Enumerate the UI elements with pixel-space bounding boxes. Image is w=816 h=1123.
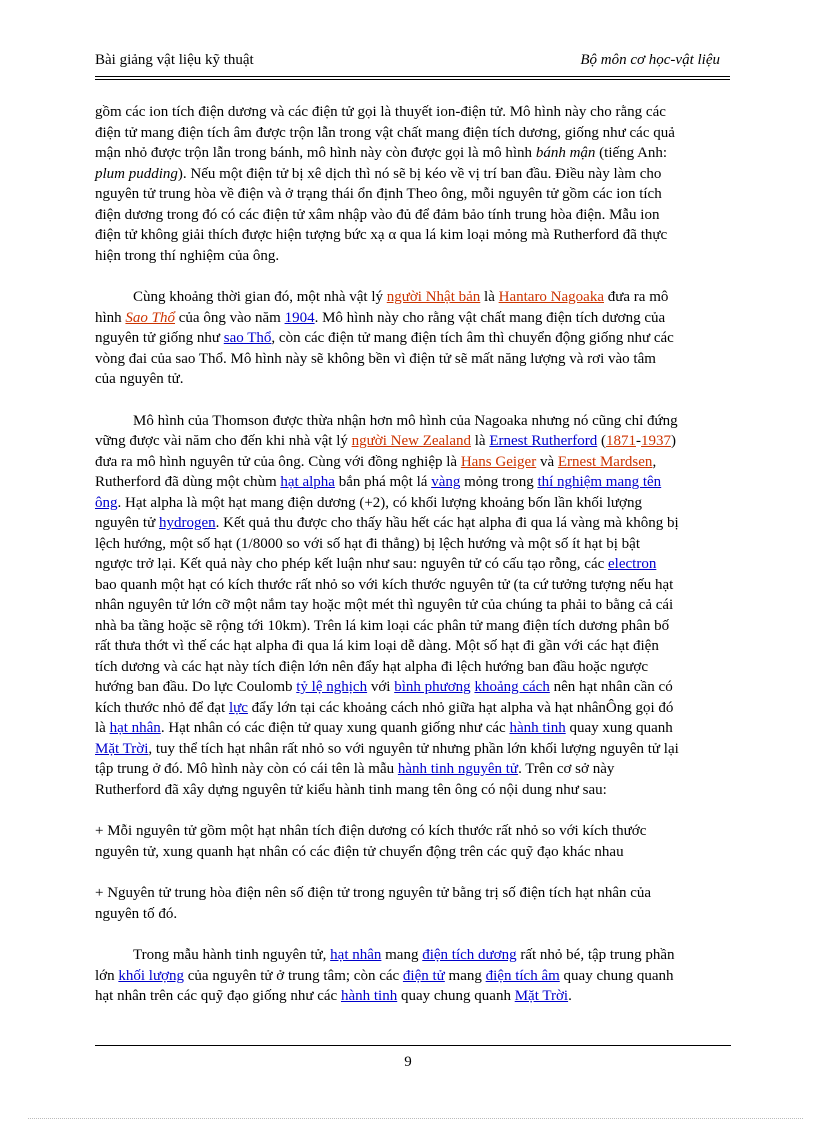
footer-rule bbox=[95, 1045, 731, 1046]
link-hantaro-nagaoka[interactable]: Hantaro Nagoaka bbox=[498, 289, 604, 305]
link-hanh-tinh-2[interactable]: hành tinh bbox=[340, 988, 398, 1004]
link-khoang-cach[interactable]: khoảng cách bbox=[474, 679, 550, 695]
link-thi-nghiem[interactable]: thí nghiệm mang tên bbox=[537, 474, 662, 490]
link-ernest-mardsen[interactable]: Ernest Mardsen bbox=[557, 453, 653, 470]
paragraph-planetary-model: Trong mẫu hành tinh nguyên tử, hạt nhân mang điện tích dương rất nhỏ bé, tập trung phần lớn khối lượng của nguyên tử ở trung tâm; còn các điện tử mang điện tích âm quay chung quanh hạt nhân trên các quỹ đạo giống như các hành tinh quay chung quanh Mặt Trời. bbox=[95, 947, 675, 1004]
paragraph-nagaoka-model: Cùng khoảng thời gian đó, một nhà vật lý người Nhật bản là Hantaro Nagoaka đưa ra mô hình Sao Thổ của ông vào năm 1904. Mô hình này cho rằng vật chất mang điện tích dương của nguyên tử giống như sao Thổ, còn các điện tử mang điện tích âm thì chuyển động giống như các vòng đai của sao Thổ. Mô hình này sẽ không bền vì điện tử sẽ mất năng lượng và rơi vào tâm của nguyên tử. bbox=[95, 289, 674, 387]
link-1937[interactable]: 1937 bbox=[640, 433, 671, 449]
header-department: Bộ môn cơ học-vật liệu bbox=[580, 52, 720, 68]
link-khoi-luong[interactable]: khối lượng bbox=[118, 967, 185, 984]
link-hat-alpha[interactable]: hạt alpha bbox=[280, 474, 335, 490]
link-1904[interactable]: 1904 bbox=[284, 309, 315, 326]
document-body bbox=[95, 102, 720, 1007]
link-dien-tu[interactable]: điện tử bbox=[402, 967, 445, 984]
page-number: 9 bbox=[404, 1054, 412, 1070]
header-rule-double bbox=[95, 79, 730, 80]
page-break-marker bbox=[28, 1118, 803, 1119]
link-electron[interactable]: electron bbox=[608, 556, 657, 572]
link-vang[interactable]: vàng bbox=[431, 474, 461, 490]
link-nguoi-nhat-ban[interactable]: người Nhật bản bbox=[386, 289, 481, 305]
link-luc[interactable]: lực bbox=[228, 699, 248, 716]
header-course-title: Bài giảng vật liệu kỹ thuật bbox=[95, 52, 254, 68]
bullet-item-1: + Mỗi nguyên tử gồm một hạt nhân tích điện dương có kích thước rất nhỏ so với kích thước nguyên tử, xung quanh hạt nhân có các điện tử chuyển động trên các quỹ đạo khác nhau bbox=[95, 823, 647, 860]
link-hat-nhan-2[interactable]: hạt nhân bbox=[330, 947, 382, 963]
link-dien-tich-am[interactable]: điện tích âm bbox=[485, 967, 560, 984]
link-hanh-tinh-nguyen-tu[interactable]: hành tinh nguyên tử bbox=[397, 761, 519, 777]
link-binh-phuong[interactable]: bình phương bbox=[394, 679, 471, 695]
link-ty-le-nghich[interactable]: tỷ lệ nghịch bbox=[296, 679, 368, 695]
link-mat-troi[interactable]: Mặt Trời bbox=[95, 740, 149, 757]
link-1871[interactable]: 1871 bbox=[605, 433, 636, 449]
page-header bbox=[95, 52, 720, 74]
link-sao-tho-model[interactable]: Sao Thổ bbox=[125, 309, 176, 326]
link-dien-tich-duong[interactable]: điện tích dương bbox=[422, 947, 517, 963]
link-ernest-rutherford[interactable]: Ernest Rutherford bbox=[489, 433, 598, 449]
link-thi-nghiem-ong[interactable]: ông bbox=[95, 494, 118, 511]
link-hans-geiger[interactable]: Hans Geiger bbox=[460, 453, 537, 470]
link-hydrogen[interactable]: hydrogen bbox=[158, 515, 216, 531]
link-mat-troi-2[interactable]: Mặt Trời bbox=[514, 988, 569, 1004]
header-rule bbox=[95, 76, 730, 77]
bullet-item-2: + Nguyên tử trung hòa điện nên số điện tử trong nguyên tử bằng trị số điện tích hạt nhân của nguyên tố đó. bbox=[95, 885, 652, 922]
link-hat-nhan[interactable]: hạt nhân bbox=[109, 720, 161, 736]
link-new-zealand[interactable]: người New Zealand bbox=[351, 433, 471, 449]
paragraph-thomson-model: gồm các ion tích điện dương và các điện tử gọi là thuyết ion-điện tử. Mô hình này cho rằng các điện tử mang điện tích âm được trộn lẫn trong vật chất mang điện tích dương, giống như các quả mận nhỏ được trộn lẫn trong bánh, mô hình này còn được gọi là mô hình bánh mận (tiếng Anh: plum pudding). Nếu một điện tử bị xê dịch thì nó sẽ bị kéo về vị trí ban đầu. Điều này làm cho nguyên tử trung hòa về điện và ở trạng thái ổn định Theo ông, mỗi nguyên tử gồm các ion tích điện dương trong đó có các điện tử xâm nhập vào đủ để đảm bảo tính trung hòa điện. Mẫu ion điện tử không giải thích được hiện tượng bức xạ α qua lá kim loại mỏng mà Rutherford đã thực hiện trong thí nghiệm của ông. bbox=[95, 104, 675, 264]
paragraph-rutherford-model: Mô hình của Thomson được thừa nhận hơn mô hình của Nagoaka nhưng nó cũng chỉ đứng vững được vài năm cho đến khi nhà vật lý người New Zealand là Ernest Rutherford (1871-1937) đưa ra mô hình nguyên tử của ông. Cùng với đồng nghiệp là Hans Geiger và Ernest Mardsen, Rutherford đã dùng một chùm hạt alpha bắn phá một lá vàng mỏng trong thí nghiệm mang tên ông. Hạt alpha là một hạt mang điện dương (+2), có khối lượng khoảng bốn lần khối lượng nguyên tử hydrogen. Kết quả thu được cho thấy hầu hết các hạt alpha đi qua lá vàng mà không bị lệch hướng, một số hạt (1/8000 so với số hạt đi thẳng) bị lệch hướng và một số ít hạt bị bật ngược trở lại. Kết quả này cho phép kết luận như sau: nguyên tử có cấu tạo rỗng, các electron bao quanh một hạt có kích thước rất nhỏ so với kích thước nguyên tử (ta cứ tưởng tượng nếu hạt nhân nguyên tử lớn cỡ một nắm tay hoặc một mét thì nguyên tử của chúng ta phải to bằng cả cái nhà ba tầng hoặc sẽ rộng tới 10km). Trên lá kim loại các phân tử mang điện tích dương phân bố rất thưa thớt vì thế các hạt alpha đi qua lá kim loại dễ dàng. Một số hạt đi gần với các hạt điện tích dương và các hạt này tích điện lớn nên đẩy hạt alpha đi lệch hướng ban đầu hoặc ngược hướng ban đầu. Do lực Coulomb tỷ lệ nghịch với bình phương khoảng cách nên hạt nhân cần có kích thước nhỏ để đạt lực đẩy lớn tại các khoảng cách nhỏ giữa hạt alpha và hạt nhânÔng gọi đó là hạt nhân. Hạt nhân có các điện tử quay xung quanh giống như các hành tinh quay xung quanh Mặt Trời, tuy thể tích hạt nhân rất nhỏ so với nguyên tử nhưng phần lớn khối lượng nguyên tử lại tập trung ở đó. Mô hình này còn có cái tên là mẫu hành tinh nguyên tử. Trên cơ sở này Rutherford đã xây dựng nguyên tử kiểu hành tinh mang tên ông có nội dung như sau: bbox=[95, 412, 679, 798]
link-hanh-tinh[interactable]: hành tinh bbox=[509, 720, 566, 736]
link-sao-tho[interactable]: sao Thổ bbox=[223, 330, 272, 346]
